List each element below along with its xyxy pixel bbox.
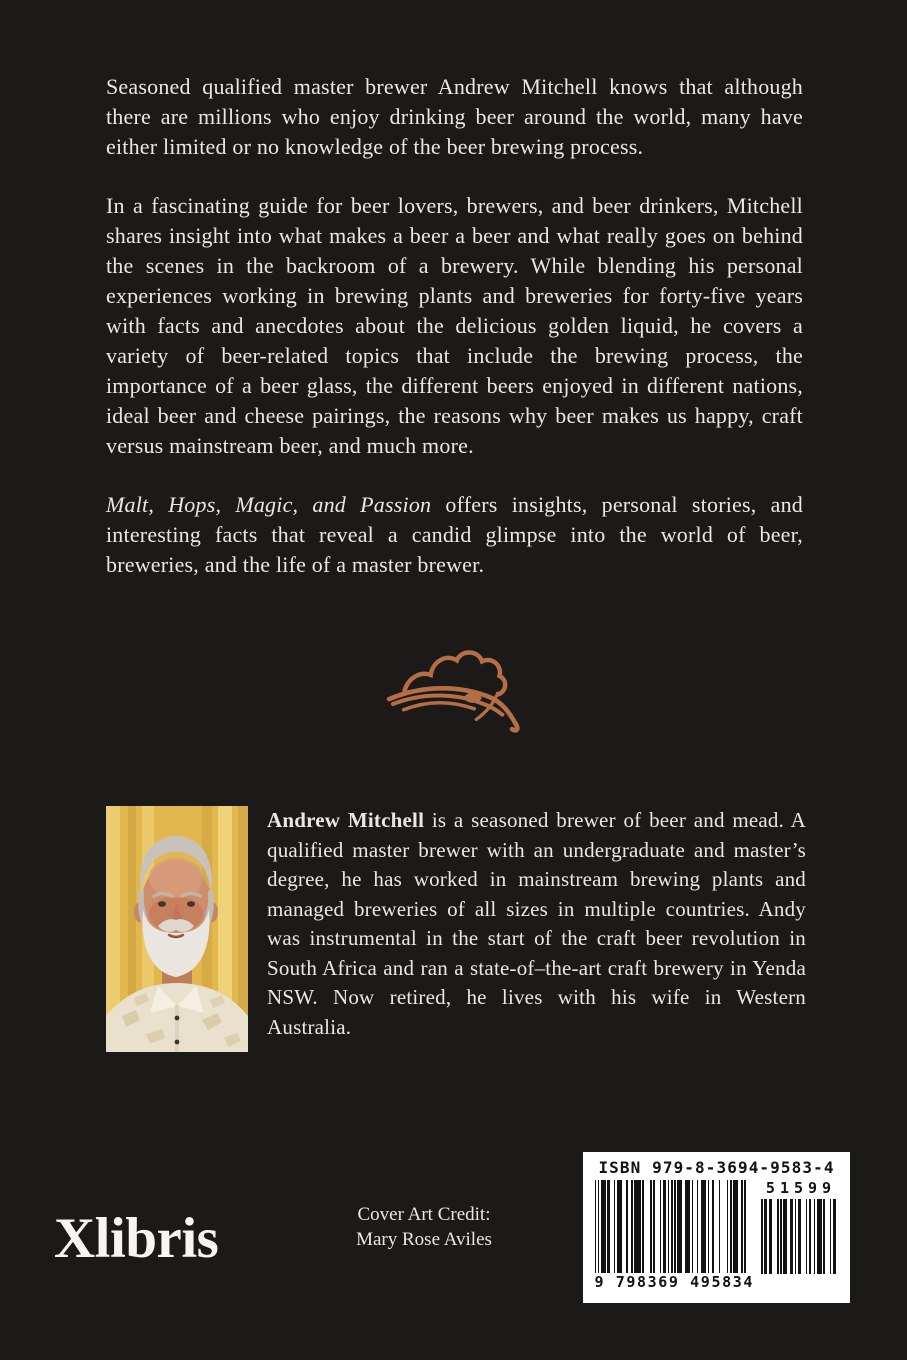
price-addon-bars bbox=[760, 1199, 839, 1274]
synopsis-paragraph-3 bbox=[106, 490, 803, 580]
publisher-logo: Xlibris bbox=[54, 1207, 219, 1270]
price-addon-digits: 51599 bbox=[765, 1179, 837, 1197]
credit-label: Cover Art Credit: bbox=[357, 1204, 491, 1225]
ean13-digits: 9 798369 495834 bbox=[594, 1273, 754, 1291]
author-section bbox=[106, 806, 806, 1052]
synopsis-paragraph-2: In a fascinating guide for beer lovers, brewers, and beer drinkers, Mitchell shares insight into what makes a beer a beer and what really goes on behind the scenes in the backroom of a brewery. While blending his personal experiences working in brewing plants and breweries for forty-five years with facts and anecdotes about the delicious golden liquid, he covers a variety of beer-related topics that include the brewing process, the importance of a beer glass, the different beers enjoyed in different nations, ideal beer and cheese pairings, the reasons why beer makes us happy, craft versus mainstream beer, and much more. bbox=[106, 193, 803, 458]
isbn-barcode bbox=[583, 1152, 850, 1303]
synopsis-paragraph-3-rest: offers insights, personal stories, and interesting facts that reveal a candid glimpse into the world of beer, breweries, and the life of a master brewer. bbox=[106, 492, 803, 577]
ean13-bars bbox=[595, 1180, 749, 1273]
author-bio bbox=[267, 806, 806, 1052]
synopsis-paragraph-1: Seasoned qualified master brewer Andrew Mitchell knows that although there are millions who enjoy drinking beer around the world, many have either limited or no knowledge of the beer brewing process. bbox=[106, 74, 803, 159]
author-photo bbox=[106, 806, 248, 1052]
synopsis bbox=[106, 72, 803, 580]
cover-art-credit bbox=[328, 1202, 520, 1252]
book-title-italic: Malt, Hops, Magic, and Passion bbox=[106, 492, 432, 517]
author-name: Andrew Mitchell bbox=[267, 808, 425, 832]
hop-leaf-flourish-icon bbox=[380, 642, 526, 734]
isbn-number: ISBN 979-8-3694-9583-4 bbox=[598, 1158, 835, 1177]
credit-name: Mary Rose Aviles bbox=[356, 1229, 492, 1250]
author-bio-text: is a seasoned brewer of beer and mead. A qualified master brewer with an undergraduate and master’s degree, he has worked in mainstream brewing plants and managed breweries of all sizes in multiple countries. Andy was instrumental in the start of the craft beer revolution in South Africa and ran a state-of–the-art craft brewery in Yenda NSW. Now retired, he lives with his wife in Western Australia. bbox=[267, 808, 807, 1039]
